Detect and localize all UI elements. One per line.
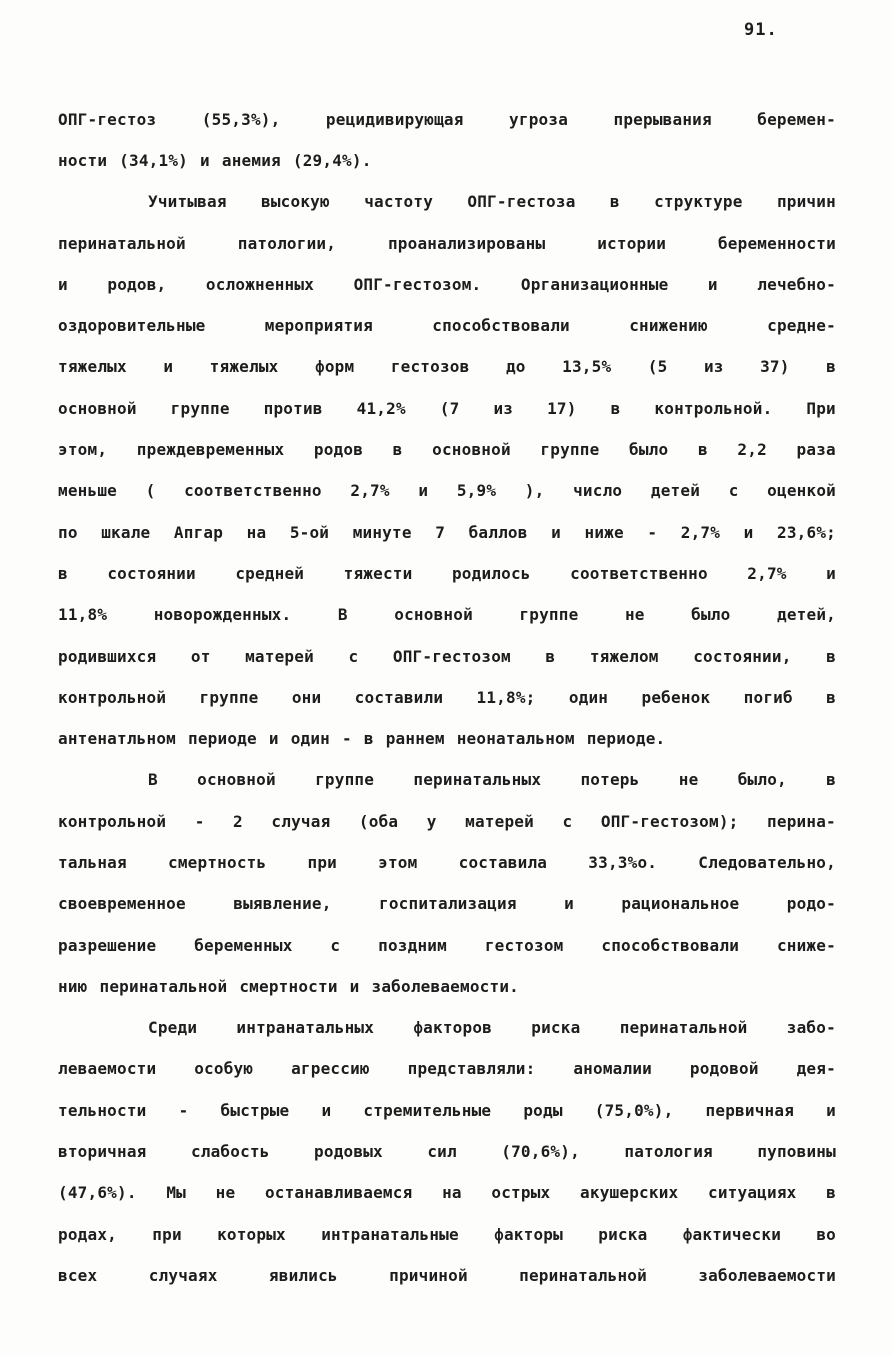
text-line: своевременное выявление, госпитализация и рациональное родо- bbox=[58, 894, 836, 914]
text-line: Среди интранатальных факторов риска перинатальной забо- bbox=[148, 1018, 836, 1038]
text-line: родившихся от матерей с ОПГ-гестозом в тяжелом состоянии, в bbox=[58, 646, 836, 666]
text-line: ОПГ-гестоз (55,3%), рецидивирующая угроза прерывания беремен- bbox=[58, 109, 836, 129]
text-line: Учитывая высокую частоту ОПГ-гестоза в структуре причин bbox=[148, 192, 836, 212]
text-line: этом, преждевременных родов в основной группе было в 2,2 раза bbox=[58, 440, 836, 460]
text-line: контрольной - 2 случая (оба у матерей с ОПГ-гестозом); перина- bbox=[58, 811, 836, 831]
text-line: контрольной группе они составили 11,8%; один ребенок погиб в bbox=[58, 687, 836, 707]
text-line: разрешение беременных с поздним гестозом способствовали сниже- bbox=[58, 935, 836, 955]
text-line: меньше ( соответственно 2,7% и 5,9% ), число детей с оценкой bbox=[58, 481, 836, 501]
text-line: нию перинатальной смертности и заболеваемости. bbox=[58, 976, 519, 996]
text-line: в состоянии средней тяжести родилось соответственно 2,7% и bbox=[58, 563, 836, 583]
text-line: тельности - быстрые и стремительные роды (75,0%), первичная и bbox=[58, 1100, 836, 1120]
text-line: основной группе против 41,2% (7 из 17) в контрольной. При bbox=[58, 398, 836, 418]
text-line: леваемости особую агрессию представляли: аномалии родовой дея- bbox=[58, 1059, 836, 1079]
text-line: оздоровительные мероприятия способствовали снижению средне- bbox=[58, 316, 836, 336]
text-line: (47,6%). Мы не останавливаемся на острых акушерских ситуациях в bbox=[58, 1183, 836, 1203]
text-line: по шкале Апгар на 5-ой минуте 7 баллов и ниже - 2,7% и 23,6%; bbox=[58, 522, 836, 542]
text-line: тяжелых и тяжелых форм гестозов до 13,5% (5 из 37) в bbox=[58, 357, 836, 377]
text-line: В основной группе перинатальных потерь не было, в bbox=[148, 770, 836, 790]
text-line: вторичная слабость родовых сил (70,6%), патология пуповины bbox=[58, 1142, 836, 1162]
text-line: 11,8% новорожденных. В основной группе не было детей, bbox=[58, 605, 836, 625]
text-line: родах, при которых интранатальные факторы риска фактически во bbox=[58, 1224, 836, 1244]
page-number: 91. bbox=[744, 20, 778, 40]
text-line: тальная смертность при этом составила 33,3%о. Следовательно, bbox=[58, 852, 836, 872]
text-line: всех случаях явились причиной перинатальной заболеваемости bbox=[58, 1265, 836, 1285]
text-line: антенатльном периоде и один - в раннем неонатальном периоде. bbox=[58, 729, 666, 749]
text-line: и родов, осложненных ОПГ-гестозом. Организационные и лечебно- bbox=[58, 274, 836, 294]
text-line: ности (34,1%) и анемия (29,4%). bbox=[58, 150, 372, 170]
text-line: перинатальной патологии, проанализированы истории беременности bbox=[58, 233, 836, 253]
body-text bbox=[58, 99, 836, 1297]
